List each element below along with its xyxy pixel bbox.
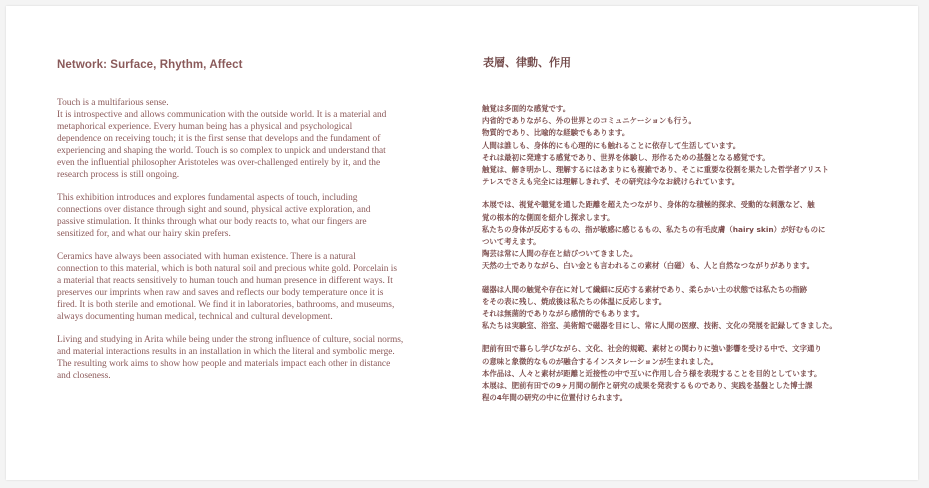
text-line: experiencing and shaping the world. Touch is so complex to unpick and understand that [57,146,386,156]
text-line: always documenting human medical, technical and cultural development. [57,312,333,322]
japanese-paragraph-2 [482,199,900,272]
text-line: それは最初に発達する感覚であり、世界を体験し、形作るための基盤となる感覚です。 [482,152,770,162]
text-line: 私たちは実験室、浴室、美術館で磁器を目にし、常に人間の医療、技術、文化の発展を記録してきました。 [482,321,837,331]
document-page [6,6,918,480]
english-paragraph-1 [57,97,477,181]
text-line: 私たちの身体が反応するもの、指が敏感に感じるもの、私たちの有毛皮膚（hairy skin）が好むものに [482,224,826,234]
text-line: Living and studying in Arita while being under the strong influence of culture, social norms, [57,335,404,345]
text-line: 本展では、視覚や聴覚を通した距離を超えたつながり、身体的な積極的探求、受動的な刺激など、触 [482,200,815,210]
text-line: and material interactions results in an installation in which the literal and symbolic merge. [57,347,395,357]
text-line: それは無菌的でありながら感情的でもあります。 [482,309,645,319]
english-title: Network: Surface, Rhythm, Affect [57,59,243,71]
text-line: connection to this material, which is both natural soil and precious white gold. Porcelain is [57,264,398,274]
text-line: preserves our imprints when raw and saves and reflects our body temperature once it is [57,288,384,298]
text-line: 磁器は人間の触覚や存在に対して繊細に反応する素材であり、柔らかい土の状態では私たちの指跡 [482,284,808,294]
text-line: The resulting work aims to show how people and materials impact each other in distance [57,359,391,369]
text-line: Ceramics have always been associated with human existence. There is a natural [57,252,356,262]
japanese-column [482,50,900,415]
english-paragraph-4 [57,334,477,382]
japanese-title: 表層、律動、作用 [483,56,571,69]
english-body [57,97,477,382]
text-line: metaphorical experience. Every human being has a physical and psychological [57,122,353,132]
text-line: 内省的でありながら、外の世界とのコミュニケーションも行う。 [482,116,696,126]
japanese-body [482,103,900,404]
text-line: 天然の土でありながら、白い金とも言われるこの素材（白磁）も、人と自然なつながりがあります。 [482,261,814,271]
text-line: connections over distance through sight and sound, physical active exploration, and [57,205,371,215]
text-line: It is introspective and allows communication with the outside world. It is a material and [57,110,387,120]
text-line: even the influential philosopher Aristoteles was over-challenged entirely by it, and the [57,158,381,168]
text-line: research process is still ongoing. [57,170,180,180]
english-paragraph-2 [57,192,477,240]
text-line: 触覚は、解き明かし、理解するにはあまりにも複雑であり、そこに重要な役割を果たした哲学者アリスト [482,165,829,175]
text-line: 物質的であり、比喩的な経験でもあります。 [482,128,630,138]
text-line: ついて考えます。 [482,237,541,247]
japanese-paragraph-4 [482,343,900,404]
text-line: passive stimulation. It thinks through what our body reacts to, what our fingers are [57,217,367,227]
english-column [57,50,477,393]
text-line: をその表に残し、焼成後は私たちの体温に反応します。 [482,296,667,306]
text-line: fired. It is both sterile and emotional. We find it in laboratories, bathrooms, and museums, [57,300,395,310]
english-paragraph-3 [57,251,477,323]
text-line: 本展は、肥前有田での9ヶ月間の制作と研究の成果を発表するものであり、実践を基盤とした博士課 [482,381,813,391]
text-line: 程の4年間の研究の中に位置付けられます。 [482,393,627,403]
text-line: This exhibition introduces and explores fundamental aspects of touch, including [57,193,358,203]
text-line: 本作品は、人々と素材が距離と近接性の中で互いに作用し合う様を表現することを目的としています。 [482,368,822,378]
text-line: 肥前有田で暮らし学びながら、文化、社会的規範、素材との関わりに強い影響を受ける中で、文字通り [482,344,822,354]
text-line: テレスでさえも完全には理解しきれず、その研究は今なお続けられています。 [482,177,740,187]
text-line: 触覚は多面的な感覚です。 [482,104,571,113]
text-line: 人間は誰しも、身体的にも心理的にも触れることに依存して生活しています。 [482,140,741,150]
text-line: dependence on receiving touch; it is the first sense that develops and the fundament of [57,134,381,144]
japanese-paragraph-1 [482,103,900,188]
text-line: a material that reacts sensitively to human touch and human presence in different ways. It [57,276,393,286]
text-line: 覚の根本的な側面を紹介し探求します。 [482,212,615,222]
text-line: sensitized for, and what our hairy skin prefers. [57,229,231,239]
japanese-paragraph-3 [482,284,900,333]
text-line: の意味と象徴的なものが融合するインスタレーションが生まれました。 [482,356,718,366]
text-line: Touch is a multifarious sense. [57,98,169,108]
text-line: and closeness. [57,371,111,381]
text-line: 陶芸は常に人間の存在と結びついてきました。 [482,249,638,259]
